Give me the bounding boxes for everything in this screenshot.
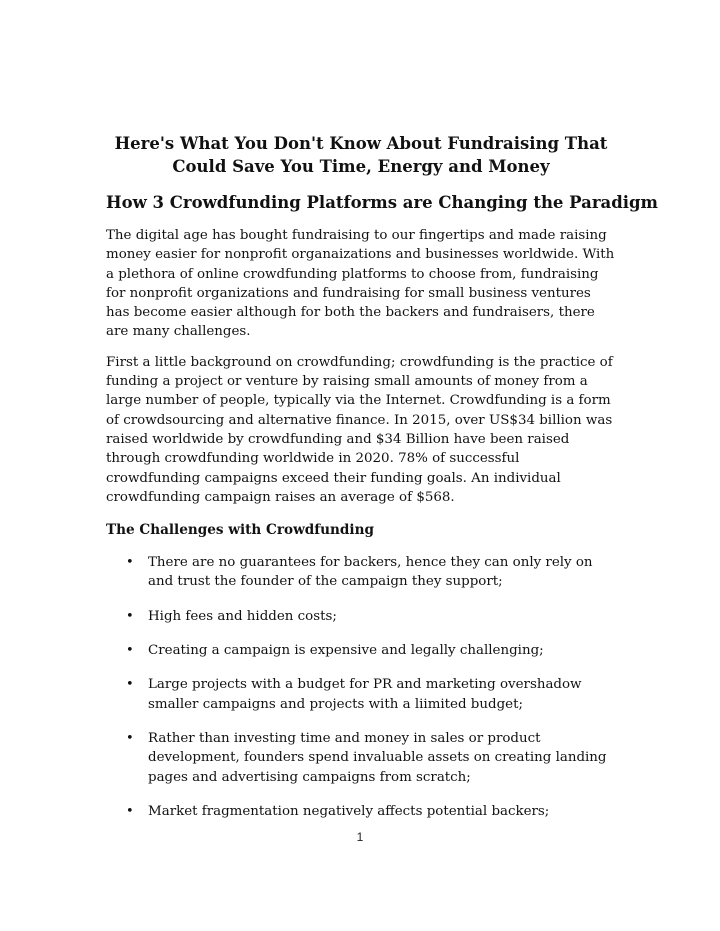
list-item-text: Market fragmentation negatively affects potential backers; xyxy=(148,803,550,819)
list-item-text: Creating a campaign is expensive and legally challenging; xyxy=(148,643,544,659)
section-heading: The Challenges with Crowdfunding xyxy=(106,522,374,539)
list-item xyxy=(106,553,616,592)
document-page xyxy=(106,132,659,836)
document-title: Here's What You Don't Know About Fundraising That Could Save You Time, Energy and Money xyxy=(114,134,608,176)
list-item xyxy=(106,802,616,821)
bullet-icon: • xyxy=(126,643,134,659)
background-paragraph: First a little background on crowdfunding; crowdfunding is the practice of funding a project or venture by raising small amounts of money from a large number of people, typically via the Internet. Crowdfunding is a form of crowdsourcing and alternative finance. In 2015, over US$34 billion was raised worldwide by crowdfunding and $34 Billion have been raised through crowdfunding worldwide in 2020. 78% of successful crowdfunding campaigns exceed their funding goals. An individual crowdfunding campaign raises an average of $568. xyxy=(106,354,613,505)
list-item xyxy=(106,641,616,660)
list-item-text: High fees and hidden costs; xyxy=(148,608,337,624)
intro-paragraph: The digital age has bought fundraising to our fingertips and made raising money easier for nonprofit organaizations and businesses worldwide. With a plethora of online crowdfunding platforms to choose from, fundraising for nonprofit organizations and fundraising for small business ventures has become easier although for both the backers and fundraisers, there are many challenges. xyxy=(106,228,615,340)
challenges-list xyxy=(106,553,616,821)
list-item-text: There are no guarantees for backers, hence they can only rely on and trust the founder of the campaign they support; xyxy=(148,555,593,590)
bullet-icon: • xyxy=(126,803,134,819)
list-item-text: Rather than investing time and money in sales or product development, founders spend invaluable assets on creating landing pages and advertising campaigns from scratch; xyxy=(148,730,607,785)
page-number: 1 xyxy=(356,830,364,844)
list-item xyxy=(106,675,616,714)
document-subtitle: How 3 Crowdfunding Platforms are Changing the Paradigm xyxy=(106,193,659,212)
list-item-text: Large projects with a budget for PR and marketing overshadow smaller campaigns and projects with a liimited budget; xyxy=(148,677,582,712)
bullet-icon: • xyxy=(126,730,134,746)
bullet-icon: • xyxy=(126,677,134,693)
list-item xyxy=(106,607,616,626)
bullet-icon: • xyxy=(126,555,134,571)
bullet-icon: • xyxy=(126,608,134,624)
list-item xyxy=(106,729,616,787)
